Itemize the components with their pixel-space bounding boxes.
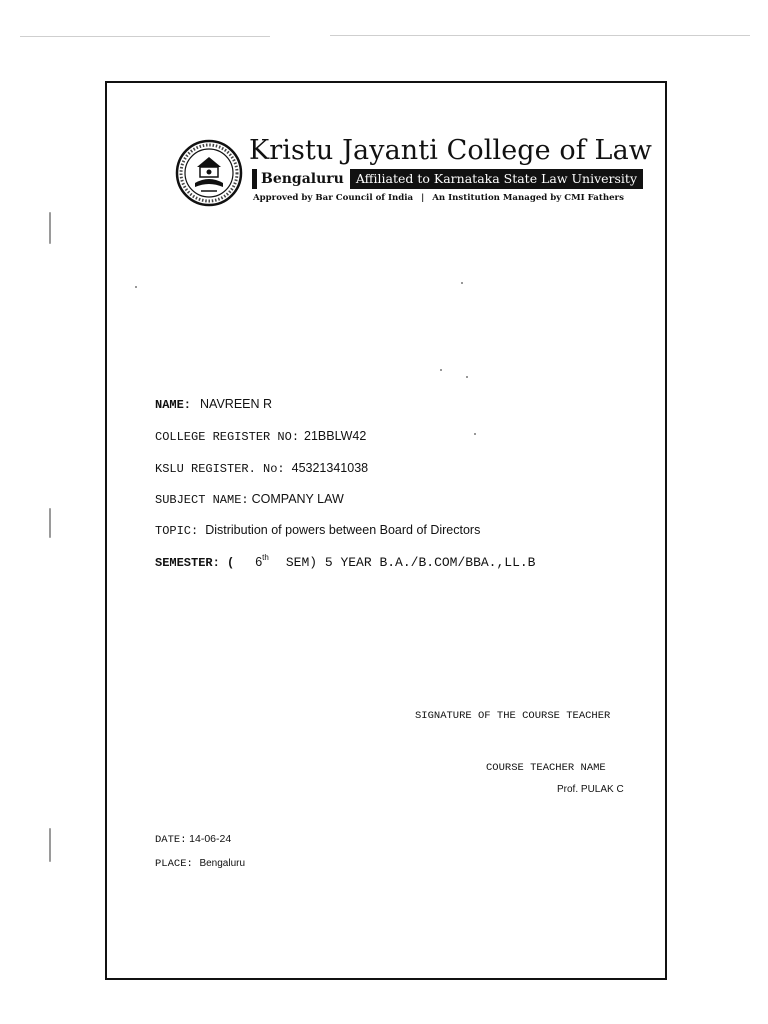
college-name: Kristu Jayanti College of Law <box>249 135 652 166</box>
college-register-row <box>155 429 366 444</box>
subject-label: SUBJECT NAME: <box>155 493 249 507</box>
subject-value: COMPANY LAW <box>251 492 344 506</box>
kslu-register-label: KSLU REGISTER. No: <box>155 462 285 476</box>
semester-suffix: th <box>262 553 269 562</box>
topic-row <box>155 523 480 538</box>
punch-hole-mark <box>49 212 51 244</box>
semester-number: 6 <box>255 555 263 569</box>
scan-speck <box>440 369 442 371</box>
scan-speck <box>135 286 137 288</box>
date-row <box>155 833 231 846</box>
affiliation-banner: Affiliated to Karnataka State Law University <box>350 169 643 189</box>
semester-label: SEMESTER: ( <box>155 556 235 570</box>
kslu-register-value: 45321341038 <box>291 461 369 475</box>
place-row <box>155 858 245 870</box>
college-subheader <box>252 169 643 189</box>
name-value: NAVREEN R <box>200 397 273 411</box>
subject-row <box>155 492 344 507</box>
cover-page <box>105 81 667 980</box>
college-city: Bengaluru <box>261 171 344 187</box>
date-label: DATE: <box>155 834 187 846</box>
place-label: PLACE: <box>155 858 193 870</box>
topic-value: Distribution of powers between Board of Directors <box>205 523 481 537</box>
kslu-register-row <box>155 461 368 476</box>
place-value: Bengaluru <box>199 858 246 869</box>
college-crest-icon <box>175 139 243 207</box>
approval-separator: | <box>421 193 425 203</box>
college-register-label: COLLEGE REGISTER NO: <box>155 430 300 444</box>
header-bar-mark <box>252 169 257 189</box>
student-name-row <box>155 397 272 412</box>
course-teacher-label: COURSE TEACHER NAME <box>486 762 606 774</box>
course-teacher-name: Prof. PULAK C <box>557 784 624 795</box>
scan-artifact-line <box>20 36 270 37</box>
scan-speck <box>474 433 476 435</box>
scan-speck <box>461 282 463 284</box>
approval-text: Approved by Bar Council of India <box>253 193 414 203</box>
management-text: An Institution Managed by CMI Fathers <box>432 193 624 203</box>
topic-label: TOPIC: <box>155 524 199 538</box>
signature-label: SIGNATURE OF THE COURSE TEACHER <box>415 710 611 722</box>
college-register-value: 21BBLW42 <box>304 429 367 443</box>
semester-program: SEM) 5 YEAR B.A./B.COM/BBA.,LL.B <box>285 555 536 570</box>
scan-artifact-line <box>330 35 750 36</box>
scan-speck <box>466 376 468 378</box>
punch-hole-mark <box>49 828 51 862</box>
date-value: 14-06-24 <box>189 833 232 845</box>
approval-line <box>253 193 624 203</box>
punch-hole-mark <box>49 508 51 538</box>
name-label: NAME: <box>155 398 192 412</box>
semester-row <box>155 555 535 570</box>
